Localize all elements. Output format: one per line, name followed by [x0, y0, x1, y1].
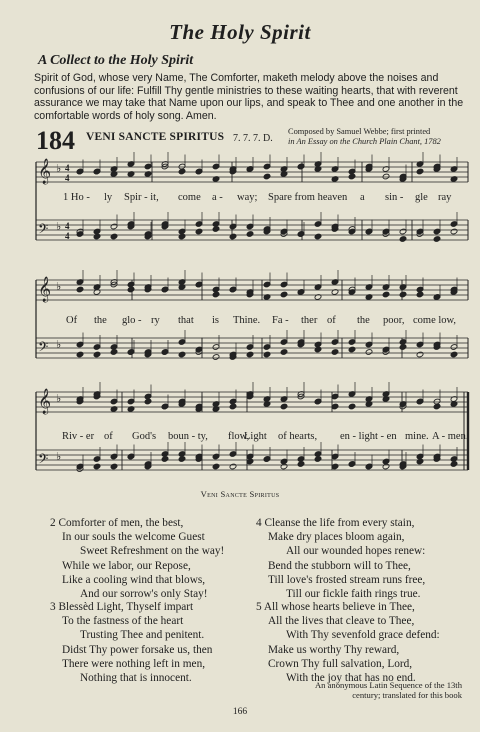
- lyric-syllable: poor,: [383, 315, 405, 326]
- verse-line: Bend the stubborn will to Thee,: [268, 559, 411, 572]
- composer-line-1: Composed by Samuel Webbe; first printed: [288, 127, 431, 136]
- notehead: [348, 346, 356, 353]
- lyric-syllable: ray: [438, 192, 452, 203]
- verse-line: All our wounded hopes renew:: [286, 545, 426, 558]
- lyric-syllable: Riv - er: [62, 431, 95, 442]
- notehead: [161, 456, 169, 463]
- notehead: [178, 351, 186, 358]
- notehead: [314, 233, 322, 240]
- verse-line: Make dry places bloom again,: [268, 531, 405, 544]
- notehead: [76, 351, 84, 358]
- lyric-syllable: gle: [415, 192, 428, 203]
- notehead: [280, 291, 288, 298]
- notehead: [399, 291, 407, 298]
- lyric-syllable: a -: [212, 192, 223, 203]
- collect-title: A Collect to the Holy Spirit: [38, 53, 194, 68]
- lyric-syllable: Light: [244, 431, 267, 442]
- verse-line: 5 All whose hearts believe in Thee,: [256, 601, 415, 613]
- key-signature-flat-icon: ♭: [56, 338, 62, 351]
- notehead: [314, 456, 322, 463]
- notehead: [212, 354, 220, 361]
- notehead: [229, 233, 237, 240]
- verse-line: Make us worthy Thy reward,: [268, 643, 400, 656]
- lyric-syllable: Spir - it,: [124, 192, 159, 203]
- notehead: [416, 291, 424, 298]
- lyric-syllable: sin -: [385, 192, 404, 203]
- notehead: [93, 463, 101, 470]
- bass-clef-icon: 𝄢: [38, 221, 49, 240]
- notehead: [399, 344, 407, 351]
- page-number: 166: [232, 707, 248, 717]
- notehead: [212, 226, 220, 233]
- verse-5: [256, 600, 440, 685]
- section-title: The Holy Spirit: [169, 20, 311, 44]
- notehead: [263, 173, 271, 180]
- lyric-syllable: of: [104, 431, 113, 442]
- verse-line: With the joy that has no end.: [286, 672, 416, 685]
- notehead: [144, 398, 152, 405]
- time-signature: 4: [65, 173, 70, 183]
- lyric-syllable: 1 Ho -: [63, 192, 90, 203]
- lyric-syllable: glo -: [122, 315, 142, 326]
- verse-line: Till love's frosted stream runs free,: [268, 573, 426, 586]
- lyric-syllable: Spare from heaven: [268, 192, 348, 203]
- key-signature-flat-icon: ♭: [56, 450, 62, 463]
- notehead: [246, 231, 254, 238]
- notehead: [280, 403, 288, 410]
- lyric-syllable: the: [94, 315, 107, 326]
- verse-line: 4 Cleanse the life from every stain,: [256, 517, 415, 529]
- notehead: [365, 349, 373, 356]
- notehead: [93, 351, 101, 358]
- composer-line-2: in An Essay on the Church Plain Chant, 1782: [288, 137, 441, 146]
- verse-line: To the fastness of the heart: [62, 615, 184, 628]
- treble-clef-icon: 𝄞: [38, 389, 52, 414]
- bass-clef-icon: 𝄢: [38, 339, 49, 358]
- verse-line: Till our fickle faith rings true.: [286, 588, 421, 601]
- notehead: [450, 461, 458, 468]
- verse-line: With Thy sevenfold grace defend:: [286, 629, 440, 642]
- notehead: [280, 349, 288, 356]
- notehead: [246, 351, 254, 358]
- key-signature-flat-icon: ♭: [56, 392, 62, 405]
- notehead: [229, 463, 237, 470]
- lyric-syllable: boun - ty,: [168, 431, 208, 442]
- notehead: [331, 349, 339, 356]
- time-signature: 4: [65, 221, 70, 231]
- verse-2: [50, 516, 224, 601]
- notehead: [348, 173, 356, 180]
- lyric-syllable: is: [212, 315, 220, 326]
- notehead: [433, 236, 441, 243]
- lyric-syllable: Thine.: [233, 315, 261, 326]
- verse-line: 2 Comforter of men, the best,: [50, 517, 184, 529]
- verse-line: Sweet Refreshment on the way!: [80, 545, 225, 558]
- verse-line: In our souls the welcome Guest: [62, 531, 205, 544]
- notehead: [450, 228, 458, 235]
- notehead: [212, 463, 220, 470]
- tune-caption: Veni Sancte Spiritus: [200, 489, 280, 499]
- attribution-line-2: century; translated for this book: [352, 689, 462, 700]
- notehead: [110, 463, 118, 470]
- notehead: [76, 286, 84, 293]
- notehead: [110, 233, 118, 240]
- hymn-number: 184: [36, 126, 75, 155]
- notehead: [127, 286, 135, 293]
- verse-line: There were nothing left in men,: [62, 657, 206, 670]
- lyric-syllable: ry: [151, 315, 160, 326]
- verse-line: While we labor, our Repose,: [62, 559, 191, 572]
- verse-line: All the lives that cleave to Thee,: [268, 615, 415, 628]
- notehead: [178, 233, 186, 240]
- time-signature: 4: [65, 231, 70, 241]
- verse-line: 3 Blessèd Light, Thyself impart: [50, 601, 194, 613]
- lyric-syllable: ther: [301, 315, 318, 326]
- lyric-syllable: way;: [237, 192, 258, 203]
- lyric-syllable: mine.: [405, 431, 429, 442]
- key-signature-flat-icon: ♭: [56, 162, 62, 175]
- lyric-syllable: of: [327, 315, 336, 326]
- hymn-tune-name: VENI SANCTE SPIRITUS: [86, 131, 225, 143]
- notehead: [399, 236, 407, 243]
- notehead: [195, 228, 203, 235]
- notehead: [348, 403, 356, 410]
- verse-4: [256, 516, 425, 601]
- lyric-syllable: come: [178, 192, 201, 203]
- key-signature-flat-icon: ♭: [56, 280, 62, 293]
- notehead: [416, 351, 424, 358]
- treble-clef-icon: 𝄞: [38, 277, 52, 302]
- notehead: [382, 173, 390, 180]
- key-signature-flat-icon: ♭: [56, 220, 62, 233]
- lyric-syllable: that: [178, 315, 194, 326]
- notehead: [212, 291, 220, 298]
- verse-line: Like a cooling wind that blows,: [62, 573, 206, 586]
- lyric-syllable: the: [357, 315, 370, 326]
- notehead: [416, 458, 424, 465]
- lyric-syllable: Fa -: [272, 315, 289, 326]
- time-signature: 4: [65, 163, 70, 173]
- lyric-syllable: flow,: [228, 431, 250, 442]
- verse-3: [50, 600, 212, 685]
- notehead: [178, 456, 186, 463]
- notehead: [263, 351, 271, 358]
- notehead: [450, 351, 458, 358]
- notehead: [93, 233, 101, 240]
- collect-text: Spirit of God, whose very Name, The Comforter, maketh melody above the noises and confusions of our life: Fulfill Thy gentle ministries to these waiting hearts, that with reverent assurance we may take that Name upon our lips, and speak to Thee and one another in the comfortable words of holy song. Amen.: [34, 72, 464, 122]
- notehead: [416, 168, 424, 175]
- verse-line: Didst Thy power forsake us, then: [62, 643, 213, 656]
- attribution-line-1: An anonymous Latin Sequence of the 13th: [314, 680, 462, 690]
- hymn-meter: 7. 7. 7. D.: [233, 133, 273, 144]
- notehead: [382, 291, 390, 298]
- verse-line: Crown Thy full salvation, Lord,: [268, 657, 413, 670]
- treble-clef-icon: 𝄞: [38, 159, 52, 184]
- attribution: [284, 681, 462, 700]
- lyric-syllable: Of: [66, 315, 78, 326]
- verse-line: And our sorrow's only Stay!: [80, 588, 208, 601]
- lyric-syllable: ly: [104, 192, 113, 203]
- verse-line: Trusting Thee and penitent.: [80, 629, 205, 642]
- lyric-syllable: God's: [132, 431, 157, 442]
- composer-credit: [288, 127, 468, 147]
- lyric-syllable: come low,: [413, 315, 457, 326]
- lyric-syllable: of hearts,: [278, 431, 318, 442]
- bass-clef-icon: 𝄢: [38, 451, 49, 470]
- lyric-syllable: a: [360, 192, 365, 203]
- lyric-syllable: A - men.: [432, 431, 469, 442]
- notehead: [178, 168, 186, 175]
- verse-line: Nothing that is innocent.: [80, 672, 192, 685]
- notehead: [229, 403, 237, 410]
- lyric-syllable: en - light - en: [340, 431, 397, 442]
